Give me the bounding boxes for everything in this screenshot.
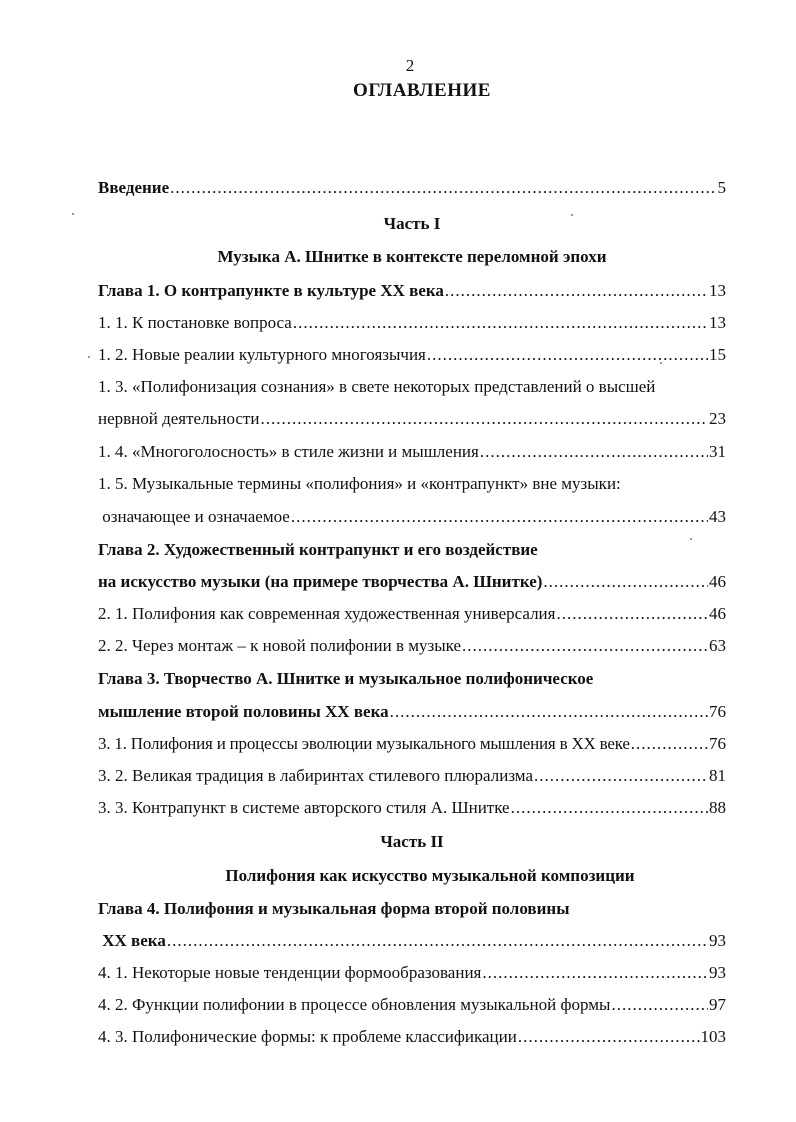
- toc-entry-chapter-3: [98, 701, 726, 723]
- toc-entry-chapter-1: [98, 280, 726, 302]
- toc-entry-section-1-1: [98, 312, 726, 334]
- page-title: ОГЛАВЛЕНИЕ: [353, 80, 491, 101]
- leader-dots: [293, 312, 708, 334]
- toc-entry-title: означающее и означаемое: [98, 507, 290, 526]
- toc-page-number: 15: [709, 345, 726, 364]
- toc-page-number: 13: [709, 313, 726, 332]
- toc-entry-section-3-3: [98, 797, 726, 819]
- leader-dots: [480, 441, 708, 463]
- toc-entry-title: 3. 3. Контрапункт в системе авторского стиля А. Шнитке: [98, 798, 510, 817]
- toc-entry-title: 2. 1. Полифония как современная художественная универсалия: [98, 604, 556, 623]
- leader-dots: [556, 603, 708, 625]
- toc-entry-title: 1. 4. «Многоголосность» в стиле жизни и мышления: [98, 442, 479, 461]
- leader-dots: [170, 177, 716, 199]
- toc-entry-title: мышление второй половины XX века: [98, 702, 389, 721]
- toc-entry-title: на искусство музыки (на примере творчества А. Шнитке): [98, 572, 543, 591]
- toc-entry-title: 1. 2. Новые реалии культурного многоязычия: [98, 345, 426, 364]
- toc-entry-title: 3. 2. Великая традиция в лабиринтах стилевого плюрализма: [98, 766, 533, 785]
- toc-entry-section-1-5-line1: 1. 5. Музыкальные термины «полифония» и «контрапункт» вне музыки:: [98, 474, 621, 493]
- toc-entry-title: 4. 3. Полифонические формы: к проблеме классификации: [98, 1027, 517, 1046]
- leader-dots: [462, 635, 708, 657]
- toc-page-number: 93: [709, 931, 726, 950]
- toc-page-number: 88: [709, 798, 726, 817]
- toc-entry-title: 4. 1. Некоторые новые тенденции формообразования: [98, 963, 482, 982]
- toc-entry-section-3-1: [98, 733, 726, 755]
- leader-dots: [518, 1026, 700, 1048]
- toc-entry-title: 3. 1. Полифония и процессы эволюции музыкального мышления в XX веке: [98, 734, 630, 753]
- toc-entry-title: 2. 2. Через монтаж – к новой полифонии в музыке: [98, 636, 462, 655]
- part-2-label: Часть II: [380, 832, 444, 851]
- toc-entry-section-1-3-line1: 1. 3. «Полифонизация сознания» в свете некоторых представлений о высшей: [98, 377, 656, 396]
- toc-page-number: 81: [709, 766, 726, 785]
- page-number: 2: [405, 56, 415, 75]
- toc-entry-section-4-1: [98, 962, 726, 984]
- toc-entry-section-2-2: [98, 635, 726, 657]
- toc-entry-chapter-2-line1: Глава 2. Художественный контрапункт и его воздействие: [98, 540, 538, 559]
- toc-entry-title: XX века: [98, 931, 166, 950]
- toc-entry-title: 1. 1. К постановке вопроса: [98, 313, 292, 332]
- toc-entry-chapter-4-line1: Глава 4. Полифония и музыкальная форма второй половины: [98, 899, 570, 918]
- toc-entry-section-1-5: [98, 506, 726, 528]
- toc-entry-section-2-1: [98, 603, 726, 625]
- scan-speck: [571, 214, 573, 216]
- toc-page-number: 93: [709, 963, 726, 982]
- scan-speck: [660, 362, 662, 364]
- leader-dots: [427, 344, 708, 366]
- toc-page-number: 76: [709, 734, 726, 753]
- leader-dots: [631, 733, 708, 755]
- toc-entry-section-4-2: [98, 994, 726, 1016]
- part-1-subtitle: Музыка А. Шнитке в контексте переломной эпохи: [217, 247, 607, 266]
- leader-dots: [260, 408, 708, 430]
- toc-entry-section-1-3: [98, 408, 726, 430]
- toc-page-number: 46: [709, 572, 726, 591]
- toc-entry-chapter-3-line1: Глава 3. Творчество А. Шнитке и музыкальное полифоническое: [98, 669, 594, 688]
- toc-page-number: 97: [709, 995, 726, 1014]
- leader-dots: [611, 994, 708, 1016]
- scan-speck: [72, 213, 74, 215]
- toc-entry-title: 4. 2. Функции полифонии в процессе обновления музыкальной формы: [98, 995, 611, 1014]
- toc-entry-section-1-2: [98, 344, 726, 366]
- leader-dots: [167, 930, 708, 952]
- toc-entry-section-4-3: [98, 1026, 726, 1048]
- toc-entry-chapter-2: [98, 571, 726, 593]
- leader-dots: [291, 506, 708, 528]
- toc-page-number: 5: [717, 178, 726, 197]
- scan-speck: [88, 356, 90, 358]
- toc-page-number: 43: [709, 507, 726, 526]
- toc-entry-section-1-4: [98, 441, 726, 463]
- toc-entry-title: Введение: [98, 178, 170, 197]
- scan-speck: [690, 538, 692, 540]
- toc-entry-title: Глава 1. О контрапункте в культуре XX века: [98, 281, 444, 300]
- toc-page-number: 103: [700, 1027, 726, 1046]
- leader-dots: [511, 797, 708, 819]
- toc-entry-chapter-4: [98, 930, 726, 952]
- leader-dots: [534, 765, 708, 787]
- part-2-subtitle: Полифония как искусство музыкальной композиции: [225, 866, 635, 885]
- toc-entry-intro: [98, 177, 726, 199]
- toc-page-number: 76: [709, 702, 726, 721]
- toc-entry-title: нервной деятельности: [98, 409, 260, 428]
- leader-dots: [445, 280, 708, 302]
- leader-dots: [543, 571, 708, 593]
- leader-dots: [482, 962, 708, 984]
- toc-entry-section-3-2: [98, 765, 726, 787]
- toc-page-number: 31: [709, 442, 726, 461]
- toc-page-number: 13: [709, 281, 726, 300]
- part-1-label: Часть I: [383, 214, 441, 233]
- toc-page-number: 63: [709, 636, 726, 655]
- toc-page-number: 46: [709, 604, 726, 623]
- leader-dots: [390, 701, 708, 723]
- toc-page-number: 23: [709, 409, 726, 428]
